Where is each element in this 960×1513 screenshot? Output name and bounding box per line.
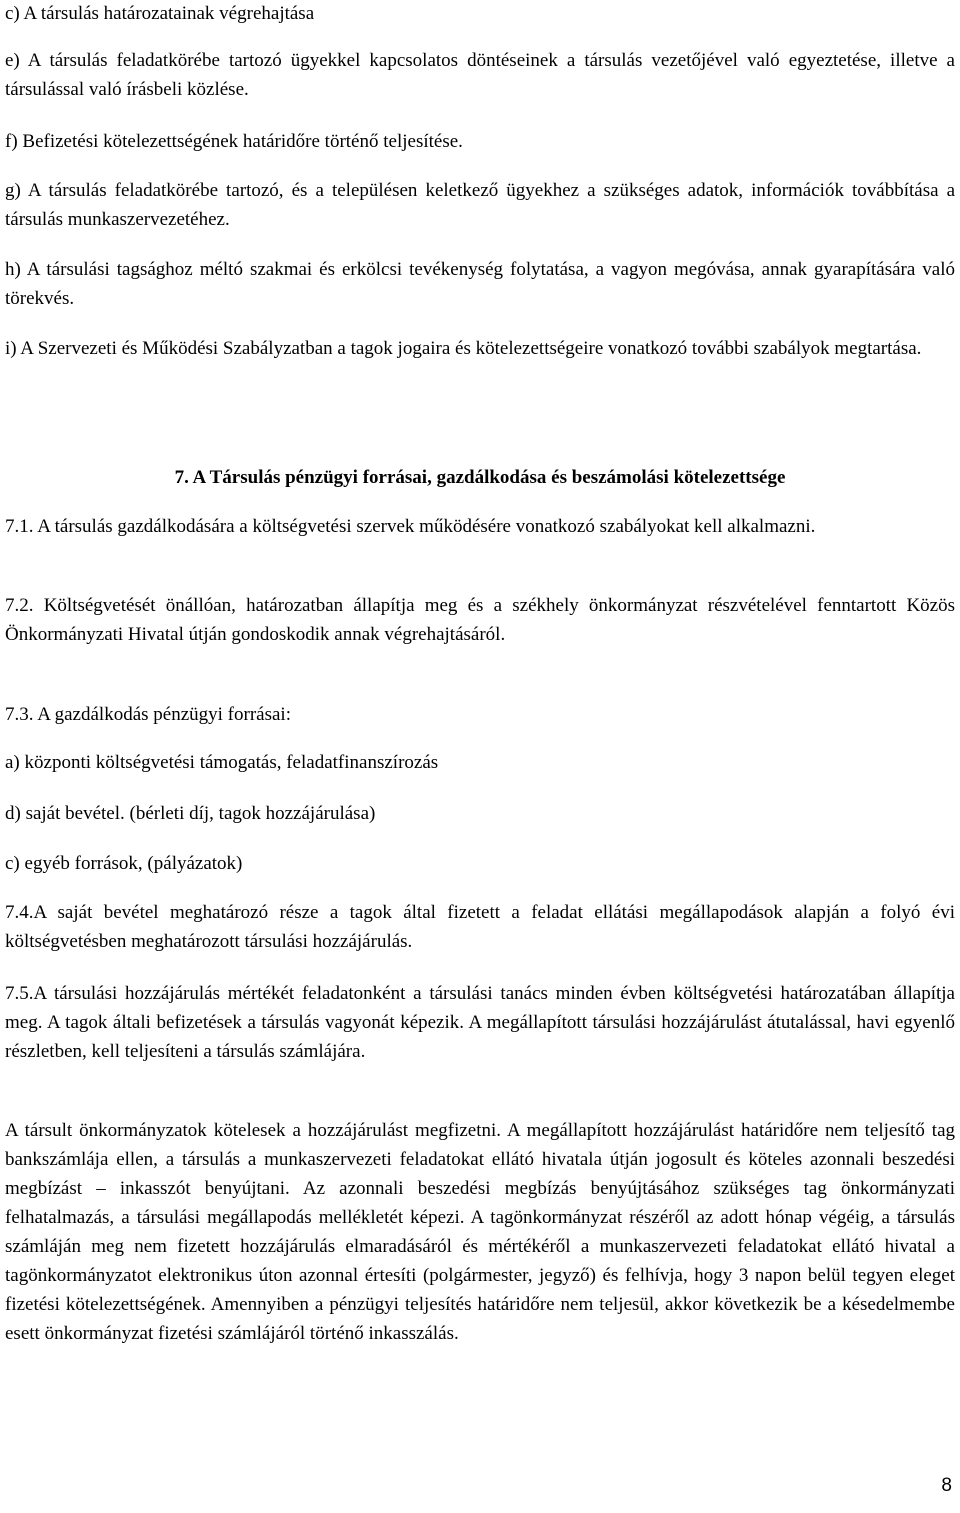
list-item: f) Befizetési kötelezettségének határidőre történő teljesítése. (5, 131, 463, 152)
paragraph: c) egyéb források, (pályázatok) (5, 853, 243, 874)
paragraph: A társult önkormányzatok kötelesek a hozzájárulást megfizetni. A megállapított hozzájárulást határidőre nem teljesítő tag bankszámlája ellen, a társulás a munkaszervezeti feladatokat ellátó hivatala útján jogosult és köteles azonnali beszedési megbízást – inkasszót benyújtani. Az azonnali beszedési megbízás benyújtásához szükséges tag önkormányzati felhatalmazás, a társulási megállapodás mellékletét képezi. A tagönkormányzat részéről az adott hónap végéig, a társulás számláján meg nem fizetett hozzájárulás elmaradásáról és mértékéről a munkaszervezeti feladatokat ellátó hivatal a tagönkormányzatot elektronikus úton azonnal értesíti (polgármester, jegyző) és felhívja, hogy 3 napon belül tegyen eleget fizetési kötelezettségének. Amennyiben a pénzügyi teljesítés határidőre nem teljesül, akkor következik be a késedelmembe esett önkormányzat fizetési számlájáról történő inkasszálás. (5, 1120, 955, 1344)
list-item: e) A társulás feladatkörébe tartozó ügyekkel kapcsolatos döntéseinek a társulás vezetőjével való egyeztetése, illetve a társulással való írásbeli közlése. (5, 50, 955, 100)
list-item: c) A társulás határozatainak végrehajtása (5, 3, 315, 24)
paragraph: 7.3. A gazdálkodás pénzügyi forrásai: (5, 704, 291, 725)
paragraph: 7.5.A társulási hozzájárulás mértékét feladatonként a társulási tanács minden évben költségvetési határozatában állapítja meg. A tagok általi befizetések a társulás vagyonát képezik. A megállapított társulási hozzájárulást átutalással, havi egyenlő részletben, kell teljesíteni a társulás számlájára. (5, 983, 955, 1062)
paragraph: a) központi költségvetési támogatás, feladatfinanszírozás (5, 752, 439, 773)
page-number: 8 (941, 1475, 952, 1496)
paragraph: 7.4.A saját bevétel meghatározó része a tagok által fizetett a feladat ellátási megállapodások alapján a folyó évi költségvetésben meghatározott társulási hozzájárulás. (5, 902, 955, 952)
section-heading: 7. A Társulás pénzügyi forrásai, gazdálkodása és beszámolási kötelezettsége (174, 467, 786, 488)
paragraph: d) saját bevétel. (bérleti díj, tagok hozzájárulása) (5, 803, 376, 824)
paragraph: 7.2. Költségvetését önállóan, határozatban állapítja meg és a székhely önkormányzat részvételével fenntartott Közös Önkormányzati Hivatal útján gondoskodik annak végrehajtásáról. (5, 595, 955, 645)
paragraph: 7.1. A társulás gazdálkodására a költségvetési szervek működésére vonatkozó szabályokat kell alkalmazni. (5, 516, 816, 537)
list-item: i) A Szervezeti és Működési Szabályzatban a tagok jogaira és kötelezettségeire vonatkozó további szabályok megtartása. (5, 338, 922, 359)
list-item: g) A társulás feladatkörébe tartozó, és a településen keletkező ügyekhez a szükséges adatok, információk továbbítása a társulás munkaszervezetéhez. (5, 180, 955, 230)
list-item: h) A társulási tagsághoz méltó szakmai és erkölcsi tevékenység folytatása, a vagyon megóvása, annak gyarapítására való törekvés. (5, 259, 955, 309)
